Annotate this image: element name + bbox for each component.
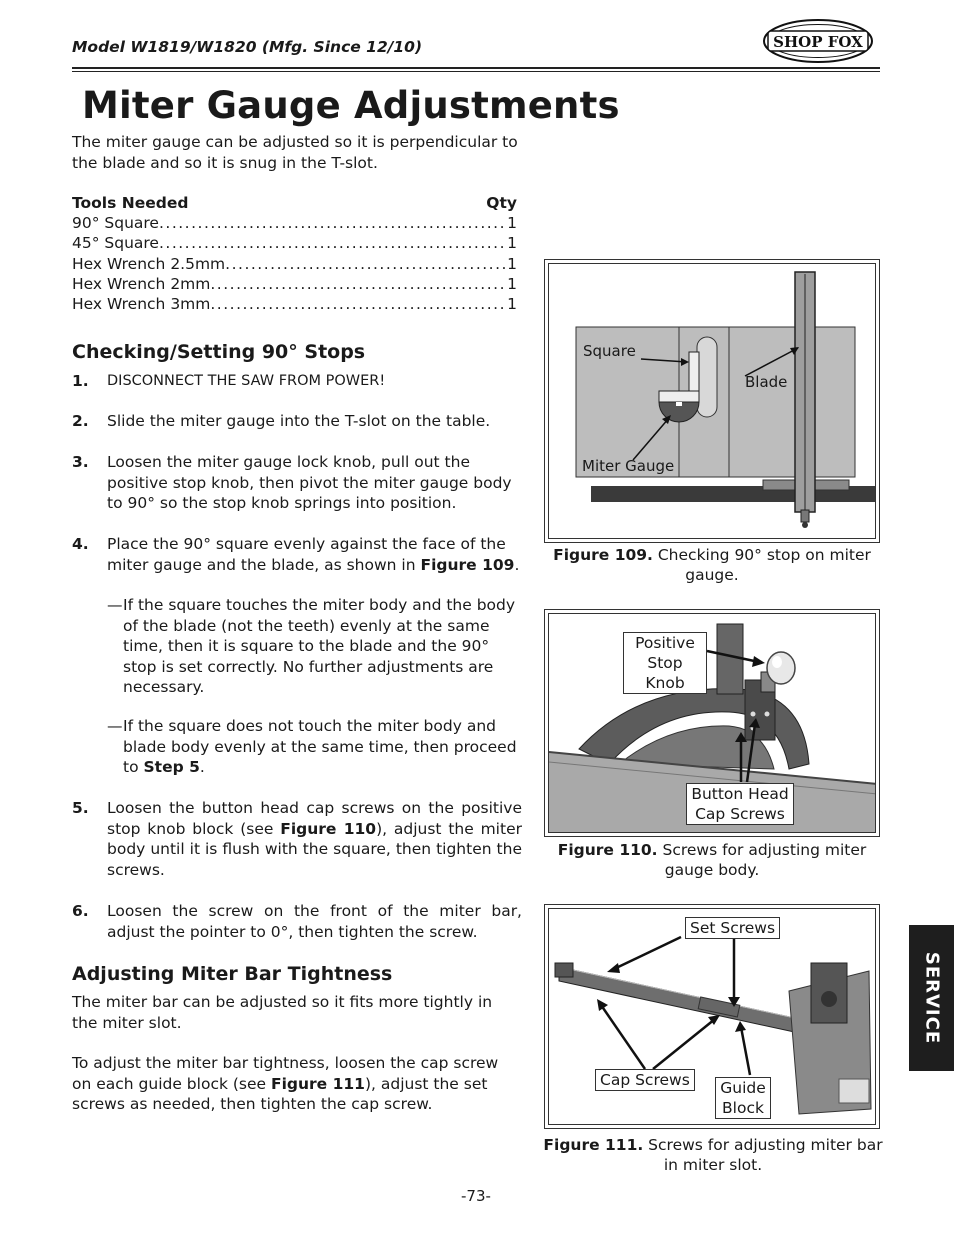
label-square: Square — [583, 342, 636, 360]
tool-name: Hex Wrench 2mm — [72, 274, 211, 293]
step-text: Slide the miter gauge into the T-slot on the table. — [107, 412, 491, 430]
tool-qty: 1 — [507, 295, 517, 314]
tools-header-qty: Qty — [486, 194, 517, 212]
label-miter-gauge: Miter Gauge — [582, 457, 675, 475]
header-rule-thin — [72, 71, 880, 72]
figure-111-photo — [549, 909, 876, 1125]
step-text: Place the 90° square evenly against the face of the miter gauge and the blade, as shown in Figure 109. — [107, 535, 520, 574]
section-heading-miter-bar: Adjusting Miter Bar Tightness — [72, 963, 393, 985]
label-cap-screws: Cap Screws — [595, 1069, 695, 1091]
figure-110-reference: Figure 110 — [280, 819, 377, 838]
step-3 — [72, 452, 522, 514]
figure-109-caption: Figure 109. Checking 90° stop on miter gauge. — [553, 546, 871, 584]
label-set-screws: Set Screws — [685, 917, 780, 939]
step-text: DISCONNECT THE SAW FROM POWER! — [107, 373, 386, 389]
sub-text: If the square touches the miter body and the body of the blade (not the teeth) evenly at the same time, then it is square to the blade and the 90° stop is set correctly. No further adjustments are necessary. — [123, 596, 516, 696]
miter-bar-paragraph-1: The miter bar can be adjusted so it fits more tightly in the miter slot. — [72, 993, 493, 1032]
tool-qty: 1 — [507, 254, 517, 273]
tool-row — [72, 254, 517, 274]
sub-text: If the square does not touch the miter body and blade body evenly at the same time, then proceed to Step 5. — [123, 717, 517, 776]
tool-name: 90° Square — [72, 214, 159, 233]
step-number: 4. — [72, 535, 89, 553]
figure-110-caption: Figure 110. Screws for adjusting miter gauge body. — [557, 841, 867, 879]
step-5 — [72, 798, 522, 880]
figure-111-caption: Figure 111. Screws for adjusting miter bar in miter slot. — [543, 1136, 883, 1174]
figure-109-reference: Figure 109 — [420, 555, 515, 574]
step-2 — [72, 411, 522, 432]
dash: — — [107, 717, 123, 735]
step-4-sub-1 — [107, 595, 522, 698]
tools-needed-table — [72, 193, 517, 314]
step-4 — [72, 534, 522, 575]
tool-qty: 1 — [507, 274, 517, 293]
svg-text:SHOP FOX: SHOP FOX — [773, 33, 863, 51]
shop-fox-logo — [762, 18, 874, 64]
tool-row — [72, 213, 517, 233]
tools-header — [72, 193, 517, 213]
figure-109 — [544, 259, 880, 543]
step-number: 2. — [72, 412, 89, 430]
service-tab-label: SERVICE — [921, 951, 942, 1045]
step-text: Loosen the screw on the front of the miter bar, adjust the pointer to 0°, then tighten the screw. — [107, 902, 522, 941]
step-text: Loosen the button head cap screws on the positive stop knob block (see Figure 110), adjust the miter body until it is flush with the square, then tighten the screws. — [107, 799, 522, 879]
intro-paragraph: The miter gauge can be adjusted so it is perpendicular to the blade and so it is snug in the T-slot. — [72, 133, 518, 172]
tool-name: 45° Square — [72, 234, 159, 253]
tool-qty: 1 — [507, 234, 517, 253]
label-button-head-cap-screws: Button Head Cap Screws — [686, 783, 794, 825]
step-number: 6. — [72, 902, 89, 920]
tools-header-label: Tools Needed — [72, 194, 189, 212]
tool-name: Hex Wrench 3mm — [72, 295, 211, 314]
header-model-text: Model W1819/W1820 (Mfg. Since 12/10) — [72, 38, 423, 56]
tool-row — [72, 274, 517, 294]
dash: — — [107, 596, 123, 614]
figure-109-diagram — [549, 264, 876, 539]
figure-111 — [544, 904, 880, 1129]
step-text: Loosen the miter gauge lock knob, pull out the positive stop knob, then pivot the miter gauge body to 90° so the stop knob springs into position. — [107, 453, 512, 512]
page-title: Miter Gauge Adjustments — [82, 84, 620, 127]
tool-name: Hex Wrench 2.5mm — [72, 254, 226, 273]
step-4-sub-2 — [107, 716, 522, 778]
service-section-tab — [909, 925, 954, 1071]
header-rule — [72, 67, 880, 69]
tool-row — [72, 233, 517, 253]
figure-111-reference: Figure 111 — [271, 1074, 365, 1093]
label-guide-block: Guide Block — [715, 1077, 771, 1119]
section-heading-90-stops: Checking/Setting 90° Stops — [72, 341, 366, 363]
miter-bar-paragraph-2: To adjust the miter bar tightness, loosen the cap screw on each guide block (see Figure 111), adjust the set screws as needed, then tighten the cap screw. — [72, 1054, 499, 1113]
step-number: 1. — [72, 372, 89, 390]
label-positive-stop-knob: Positive Stop Knob — [623, 632, 707, 694]
label-blade: Blade — [745, 373, 788, 391]
page-number: -73- — [461, 1187, 491, 1205]
step-number: 5. — [72, 799, 89, 817]
figure-110 — [544, 609, 880, 837]
tool-qty: 1 — [507, 214, 517, 233]
step-1 — [72, 371, 522, 392]
tool-row — [72, 294, 517, 314]
step-5-reference: Step 5 — [143, 758, 200, 776]
step-number: 3. — [72, 453, 89, 471]
step-6 — [72, 901, 522, 942]
